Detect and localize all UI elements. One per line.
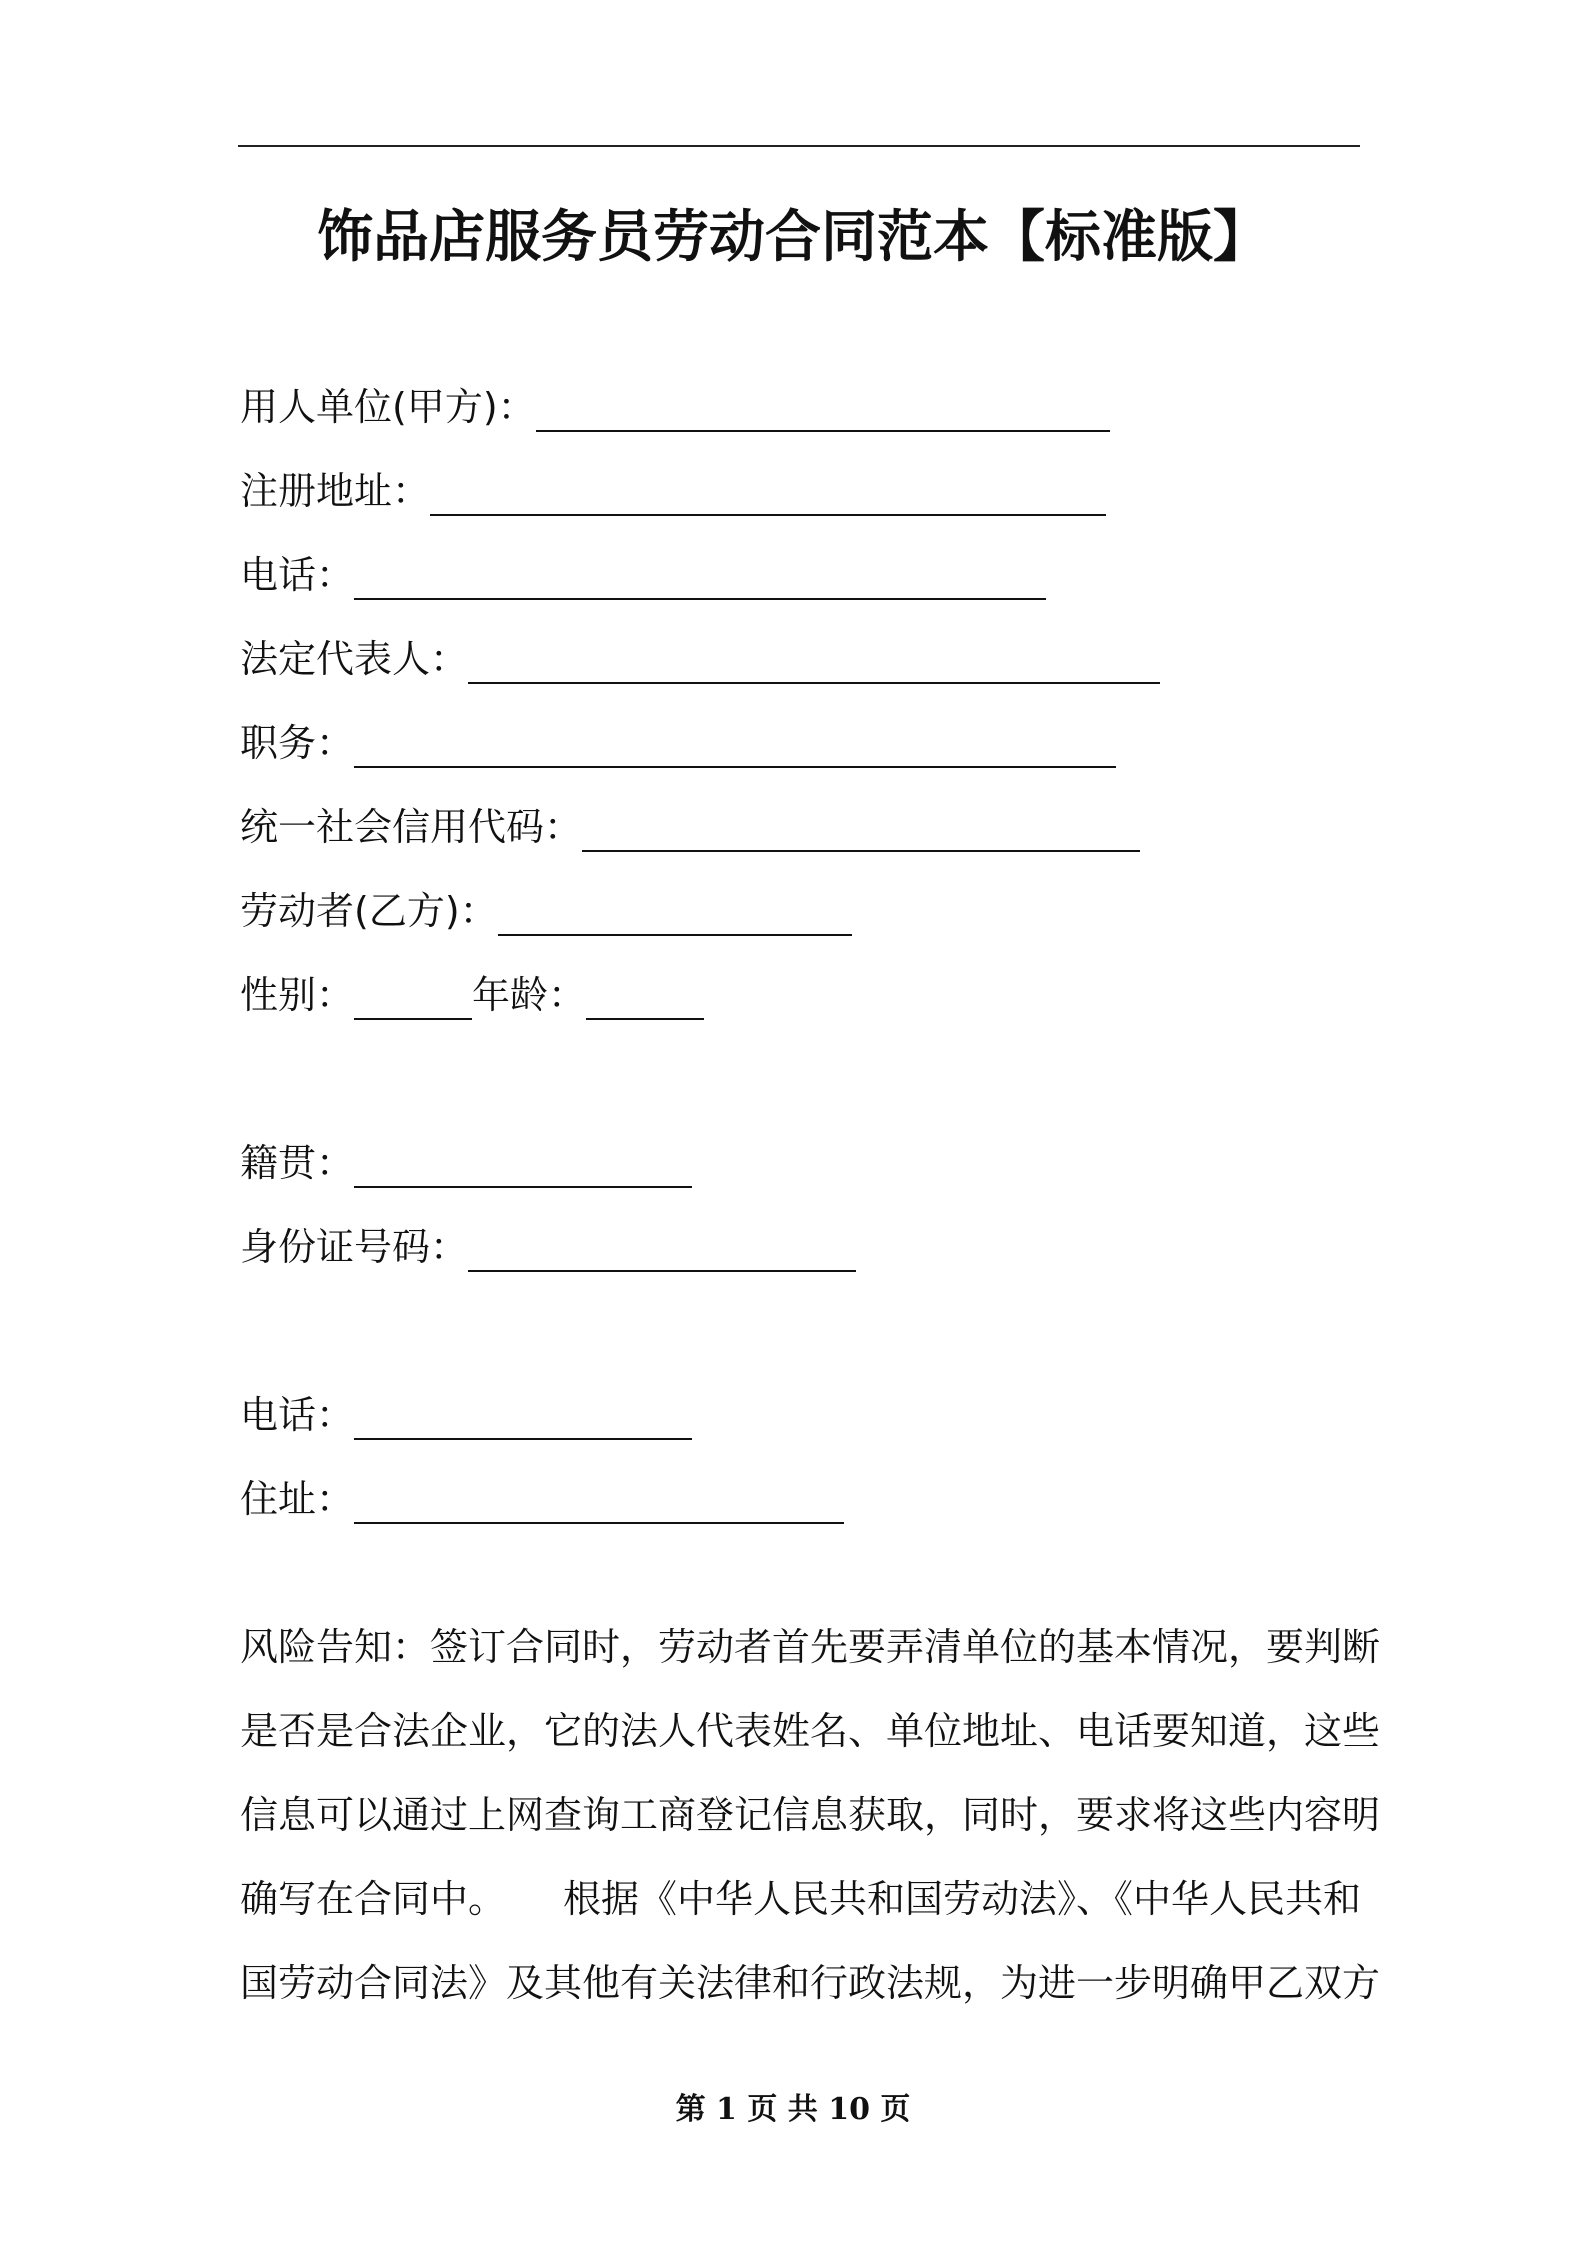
legal-rep-field	[240, 630, 1160, 690]
notice-line: 是否是合法企业，它的法人代表姓名、单位地址、电话要知道，这些	[240, 1709, 1381, 1753]
phone-a-blank[interactable]	[354, 598, 1046, 600]
credit-code-blank[interactable]	[582, 850, 1140, 852]
notice-line: 信息可以通过上网查询工商登记信息获取，同时，要求将这些内容明	[240, 1793, 1381, 1837]
legal-rep-label: 法定代表人：	[240, 637, 469, 681]
employee-field	[240, 882, 852, 942]
notice-line: 确写在合同中。 根据《中华人民共和国劳动法》、《中华人民共和	[240, 1877, 1362, 1921]
phone-b-blank[interactable]	[354, 1438, 692, 1440]
document-title: 饰品店服务员劳动合同范本【标准版】	[317, 205, 1269, 270]
residence-blank[interactable]	[354, 1522, 844, 1524]
credit-code-field	[240, 798, 1140, 858]
id-number-field	[240, 1218, 856, 1278]
employer-blank[interactable]	[536, 430, 1110, 432]
notice-line: 国劳动合同法》及其他有关法律和行政法规，为进一步明确甲乙双方	[240, 1961, 1381, 2005]
native-place-label: 籍贯：	[240, 1141, 355, 1185]
gender-blank[interactable]	[354, 1018, 472, 1020]
employer-label: 用人单位(甲方)：	[240, 385, 536, 429]
phone-b-field	[240, 1386, 692, 1446]
phone-a-field	[240, 546, 1046, 606]
credit-code-label: 统一社会信用代码：	[240, 805, 583, 849]
phone-a-label: 电话：	[240, 553, 355, 597]
risk-notice-paragraph	[240, 1605, 1381, 2025]
employer-field	[240, 378, 1110, 438]
residence-label: 住址：	[240, 1477, 355, 1521]
position-blank[interactable]	[354, 766, 1116, 768]
gender-label: 性别：	[240, 973, 355, 1017]
id-number-blank[interactable]	[468, 1270, 856, 1272]
native-place-field	[240, 1134, 692, 1194]
position-field	[240, 714, 1116, 774]
employee-blank[interactable]	[498, 934, 852, 936]
legal-rep-blank[interactable]	[468, 682, 1160, 684]
age-blank[interactable]	[586, 1018, 704, 1020]
age-label: 年龄：	[472, 973, 587, 1017]
id-number-label: 身份证号码：	[240, 1225, 469, 1269]
position-label: 职务：	[240, 721, 355, 765]
header-rule	[238, 145, 1360, 147]
phone-b-label: 电话：	[240, 1393, 355, 1437]
gender-age-field	[240, 966, 704, 1026]
address-label: 注册地址：	[240, 469, 431, 513]
employee-label: 劳动者(乙方)：	[240, 889, 498, 933]
address-field	[240, 462, 1106, 522]
residence-field	[240, 1470, 844, 1530]
notice-line: 风险告知：签订合同时，劳动者首先要弄清单位的基本情况，要判断	[240, 1625, 1381, 1669]
native-place-blank[interactable]	[354, 1186, 692, 1188]
address-blank[interactable]	[430, 514, 1106, 516]
page-footer: 第 1 页 共 10 页	[675, 2092, 911, 2127]
